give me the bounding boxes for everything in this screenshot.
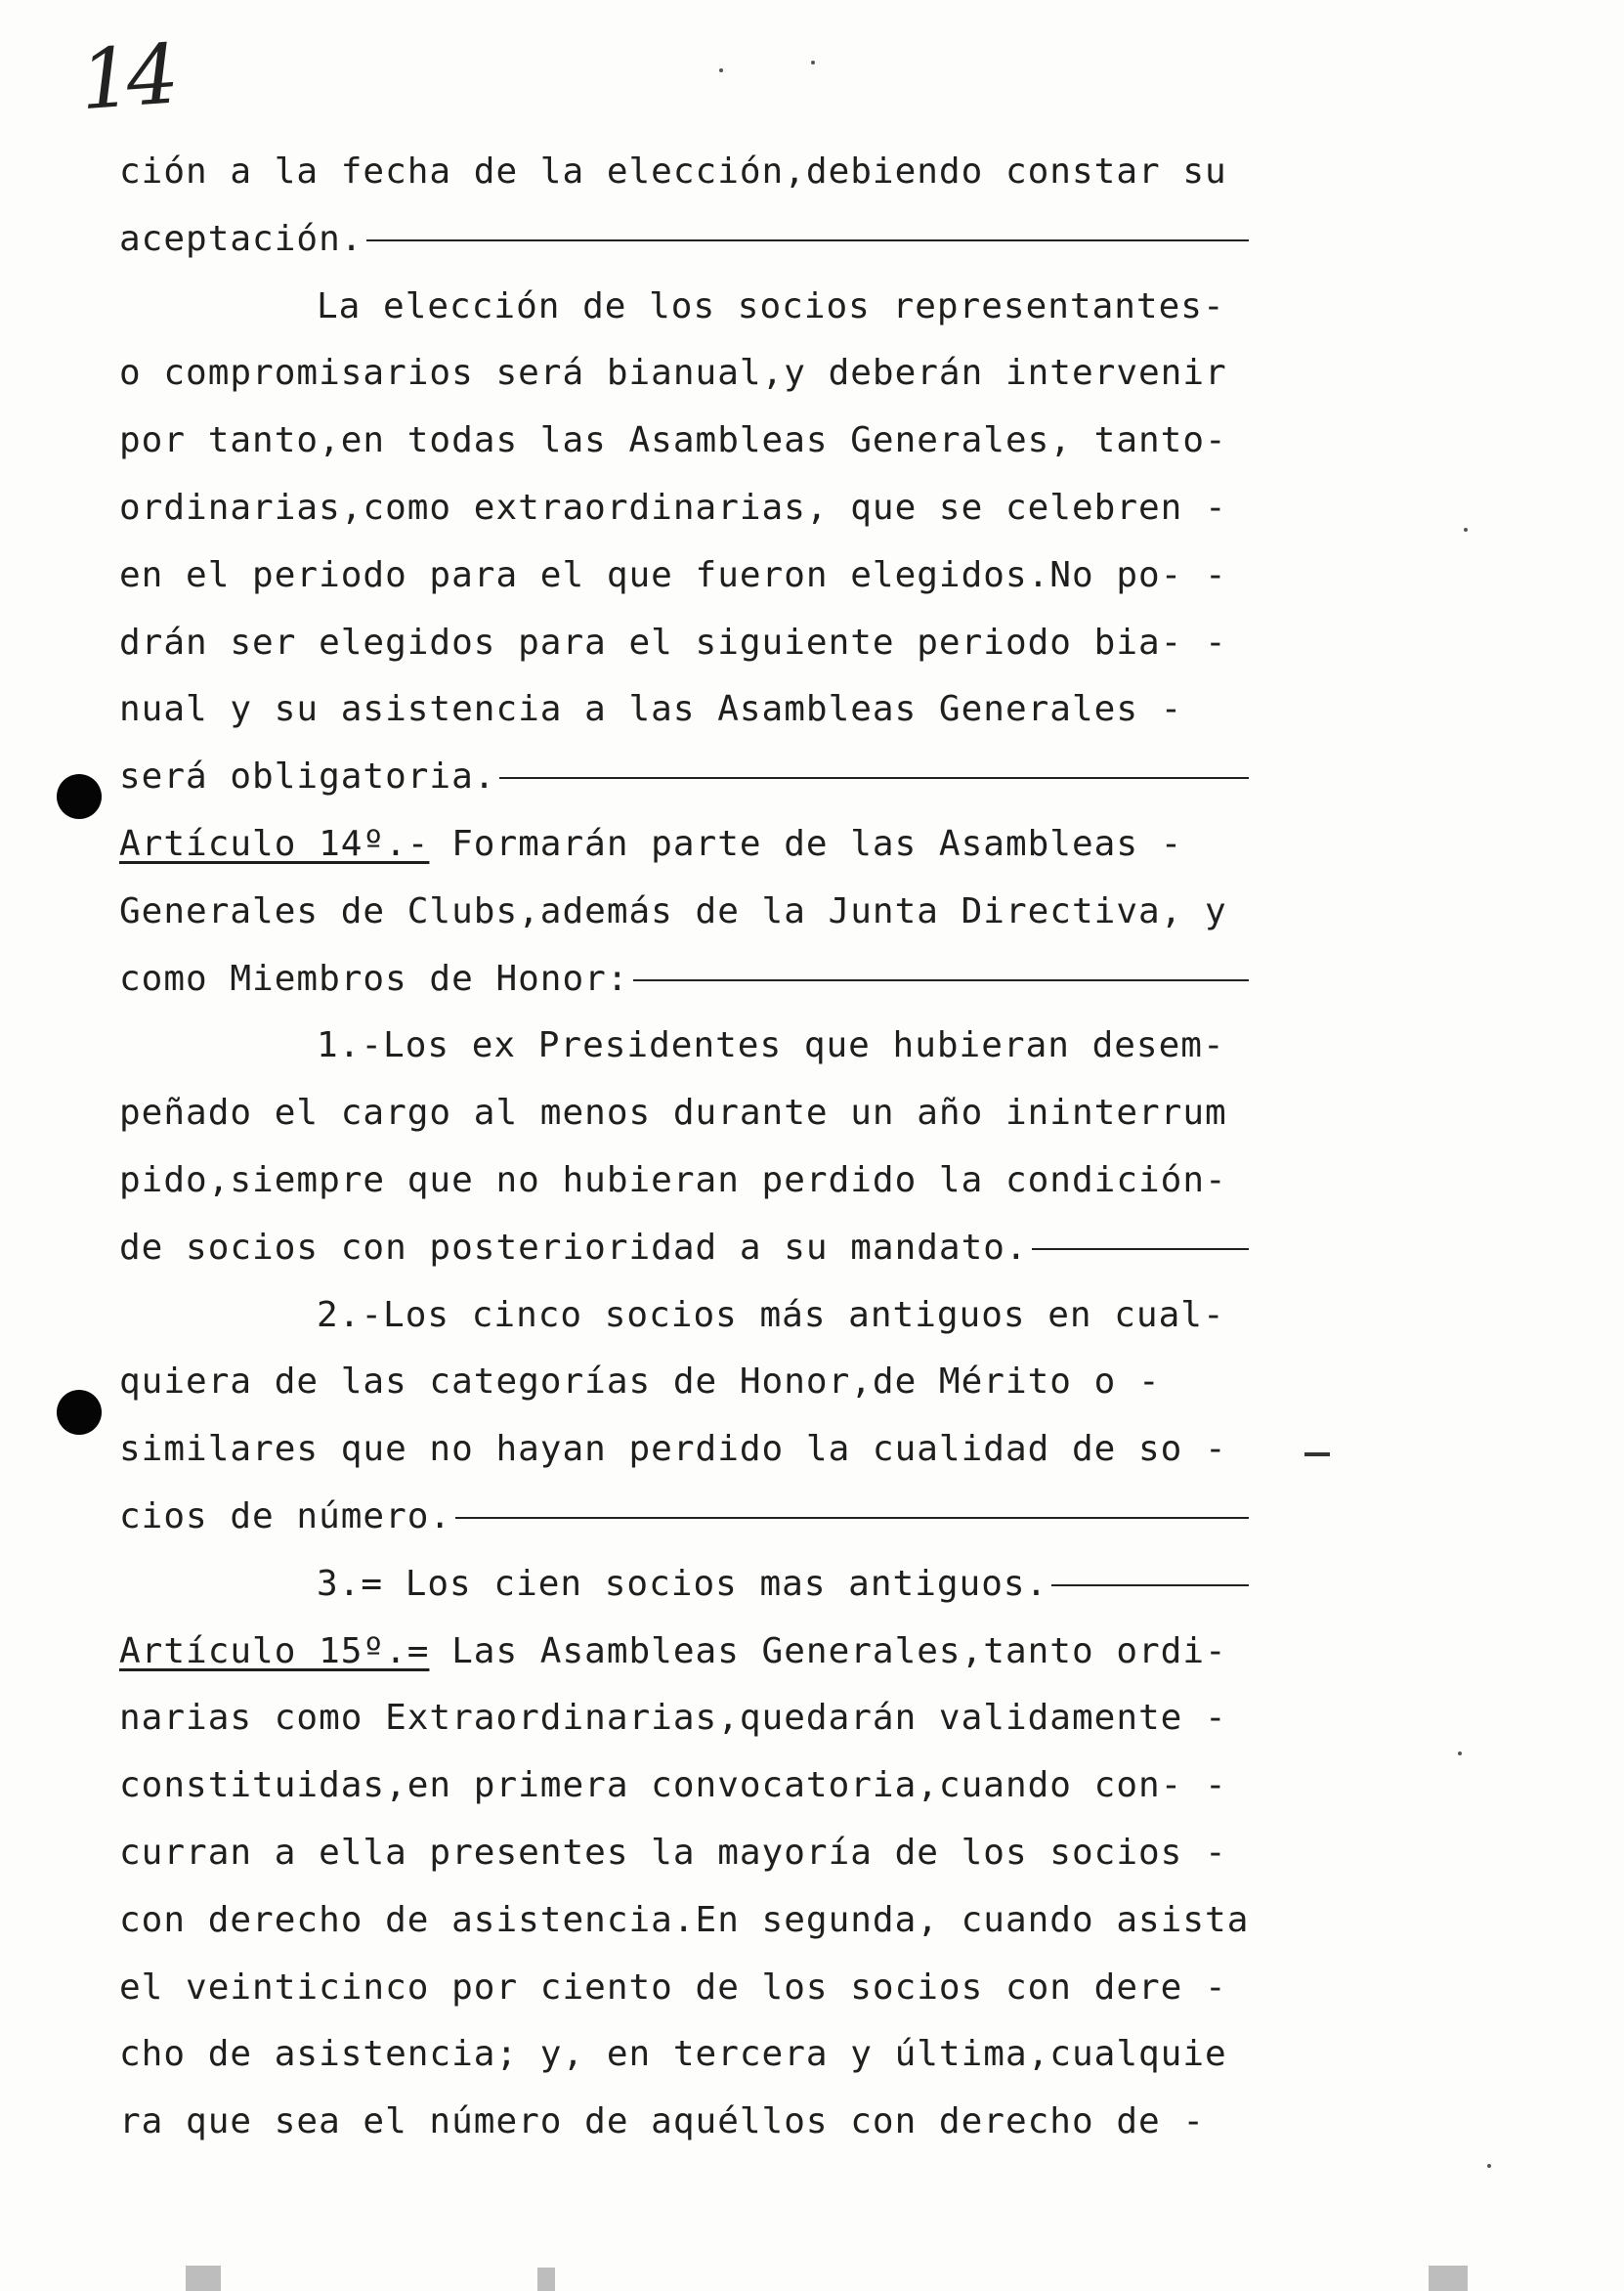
line-text: curran a ella presentes la mayoría de los socios -	[119, 1833, 1227, 1873]
text-line	[119, 415, 1227, 466]
line-text: peñado el cargo al menos durante un año ininterrum	[119, 1093, 1227, 1134]
text-line	[119, 1223, 1249, 1274]
scan-mark	[537, 2268, 555, 2291]
text-line	[119, 886, 1227, 937]
text-line	[119, 483, 1227, 534]
line-text: cho de asistencia; y, en tercera y última,cualquie	[119, 2034, 1227, 2075]
text-line	[119, 1424, 1227, 1475]
line-text: el veinticinco por ciento de los socios con dere -	[119, 1967, 1227, 2008]
text-line	[119, 1357, 1161, 1407]
ink-speck	[1487, 2164, 1491, 2168]
scan-mark	[1429, 2266, 1468, 2291]
line-text: o compromisarios será bianual,y deberán intervenir	[119, 353, 1227, 394]
text-line	[119, 348, 1227, 399]
ink-speck	[719, 68, 723, 72]
text-line	[119, 1155, 1227, 1206]
article-heading: Artículo 15º.=	[119, 1630, 430, 1671]
dash-filler-line	[1032, 1248, 1249, 1250]
text-line	[119, 2096, 1205, 2147]
text-line	[317, 1020, 1225, 1071]
scan-mark	[1304, 1452, 1330, 1456]
line-text: Formarán parte de las Asambleas -	[429, 824, 1183, 864]
ink-speck	[1464, 528, 1468, 532]
line-text: cios de número.	[119, 1496, 452, 1536]
text-line	[119, 1088, 1227, 1139]
line-text: con derecho de asistencia.En segunda, cuando asista	[119, 1899, 1250, 1940]
dash-filler-line	[366, 239, 1249, 241]
line-text: Generales de Clubs,además de la Junta Directiva, y	[119, 890, 1227, 931]
dash-filler-line	[499, 777, 1249, 779]
text-line	[119, 214, 1249, 265]
text-line	[119, 1693, 1227, 1744]
line-text: La elección de los socios representantes-	[317, 285, 1225, 326]
article-heading: Artículo 14º.-	[119, 824, 430, 864]
dash-filler-line	[1051, 1584, 1249, 1586]
text-line	[119, 2029, 1227, 2080]
text-line	[119, 1828, 1227, 1879]
text-line	[119, 1963, 1227, 2013]
line-text: en el periodo para el que fueron elegidos.No po- -	[119, 554, 1227, 595]
line-text: de socios con posterioridad a su mandato.	[119, 1227, 1028, 1268]
text-line	[119, 550, 1227, 601]
dash-filler-line	[633, 979, 1249, 981]
text-line	[119, 684, 1182, 735]
line-text: ra que sea el número de aquéllos con derecho de -	[119, 2101, 1206, 2142]
text-line	[119, 819, 1182, 870]
line-text: pido,siempre que no hubieran perdido la condición-	[119, 1160, 1227, 1200]
line-text: será obligatoria.	[119, 756, 496, 798]
line-text: ordinarias,como extraordinarias, que se celebren -	[119, 488, 1227, 528]
line-text: narias como Extraordinarias,quedarán validamente -	[119, 1698, 1227, 1739]
text-line	[317, 1559, 1249, 1610]
text-line	[119, 1760, 1227, 1811]
line-text: quiera de las categorías de Honor,de Mérito o -	[119, 1362, 1161, 1403]
line-text: 3.= Los cien socios mas antiguos.	[317, 1563, 1048, 1604]
line-text: Las Asambleas Generales,tanto ordi-	[429, 1630, 1227, 1671]
punch-hole-lower	[57, 1390, 102, 1435]
text-line	[317, 1290, 1225, 1341]
text-line	[119, 1626, 1227, 1677]
text-line	[119, 1895, 1249, 1946]
line-text: similares que no hayan perdido la cualidad de so -	[119, 1429, 1227, 1470]
line-text: drán ser elegidos para el siguiente periodo bia- -	[119, 622, 1227, 663]
text-line	[119, 1491, 1249, 1542]
text-line	[119, 618, 1227, 669]
text-line	[317, 281, 1225, 332]
line-text: 2.-Los cinco socios más antiguos en cual-	[317, 1294, 1225, 1335]
text-line	[119, 752, 1249, 802]
line-text: nual y su asistencia a las Asambleas Generales -	[119, 689, 1183, 730]
scan-mark	[186, 2266, 221, 2291]
line-text: por tanto,en todas las Asambleas Generales, tanto-	[119, 420, 1227, 461]
text-line	[119, 954, 1249, 1005]
line-text: aceptación.	[119, 218, 363, 259]
dash-filler-line	[455, 1517, 1249, 1519]
line-text: 1.-Los ex Presidentes que hubieran desem-	[317, 1025, 1225, 1066]
line-text: como Miembros de Honor:	[119, 958, 629, 999]
text-line	[119, 147, 1227, 197]
punch-hole-upper	[57, 774, 102, 819]
line-text: ción a la fecha de la elección,debiendo constar su	[119, 151, 1227, 192]
handwritten-page-number: 14	[76, 25, 177, 129]
line-text: constituidas,en primera convocatoria,cuando con- -	[119, 1765, 1227, 1806]
ink-speck	[811, 61, 815, 65]
ink-speck	[1458, 1751, 1462, 1755]
